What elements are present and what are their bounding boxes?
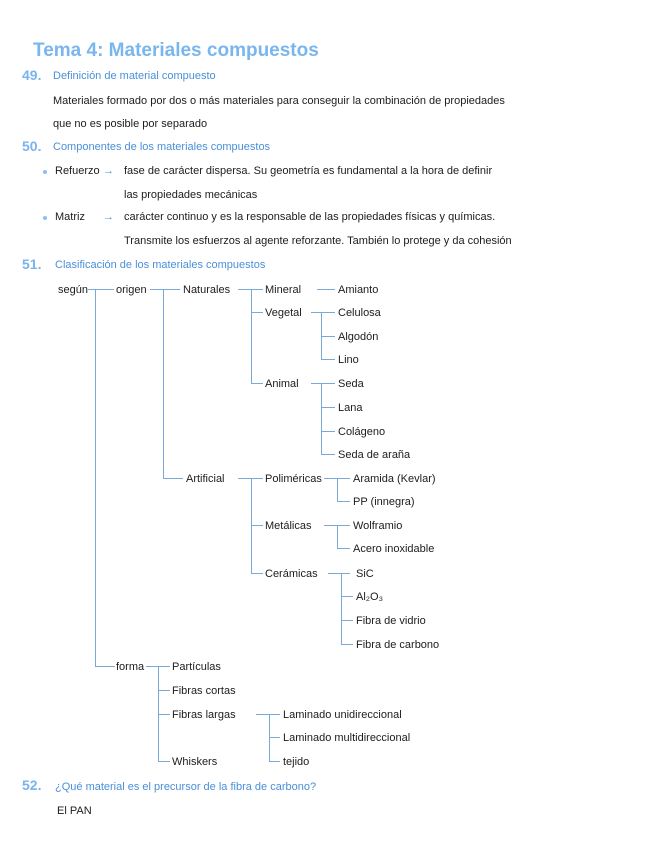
tree-node-forma: forma: [116, 661, 145, 673]
connector: [251, 573, 263, 574]
tree-leaf-laminado-uni: Laminado unidireccional: [283, 709, 402, 721]
definition-line-2: que no es posible por separado: [53, 118, 208, 130]
connector: [251, 383, 263, 384]
connector: [311, 312, 335, 313]
connector: [95, 666, 115, 667]
tree-leaf-wolframio: Wolframio: [353, 520, 403, 532]
connector: [163, 478, 183, 479]
connector: [158, 761, 170, 762]
tree-node-segun: según: [58, 284, 88, 296]
question-heading-49: Definición de material compuesto: [53, 70, 216, 82]
question-heading-52: ¿Qué material es el precursor de la fibra de carbono?: [55, 781, 317, 793]
connector: [150, 289, 180, 290]
tree-leaf-amianto: Amianto: [338, 284, 379, 296]
tree-node-mineral: Mineral: [265, 284, 302, 296]
tree-node-ceramicas: Cerámicas: [265, 568, 318, 580]
tree-leaf-celulosa: Celulosa: [338, 307, 381, 319]
connector: [317, 289, 335, 290]
tree-leaf-laminado-multi: Laminado multidireccional: [283, 732, 411, 744]
connector: [163, 289, 164, 478]
matriz-line-2: Transmite los esfuerzos al agente reforzante. También lo protege y da cohesión: [124, 235, 512, 247]
definition-line-1: Materiales formado por dos o más materiales para conseguir la combinación de propiedades: [53, 95, 505, 107]
tree-node-fibras-largas: Fibras largas: [172, 709, 236, 721]
tree-leaf-fibra-carbono: Fibra de carbono: [356, 639, 440, 651]
tree-leaf-seda-arana: Seda de araña: [338, 449, 411, 461]
tree-leaf-acero: Acero inoxidable: [353, 543, 435, 555]
tree-node-polimericas: Poliméricas: [265, 473, 322, 485]
tree-leaf-seda: Seda: [338, 378, 364, 390]
tree-node-origen: origen: [116, 284, 147, 296]
connector: [321, 407, 335, 408]
connector: [158, 690, 170, 691]
tree-leaf-colageno: Colágeno: [338, 426, 386, 438]
question-number-50: 50.: [22, 138, 42, 154]
tree-leaf-whiskers: Whiskers: [172, 756, 218, 768]
arrow-icon: →: [103, 211, 114, 223]
connector: [321, 336, 335, 337]
tree-leaf-sic: SiC: [356, 568, 374, 580]
tree-leaf-fibra-vidrio: Fibra de vidrio: [356, 615, 426, 627]
connector: [337, 501, 350, 502]
connector: [251, 289, 252, 383]
tree-leaf-aramida: Aramida (Kevlar): [353, 473, 436, 485]
connector: [337, 478, 338, 501]
question-heading-51: Clasificación de los materiales compuestos: [55, 259, 266, 271]
refuerzo-line-1: fase de carácter dispersa. Su geometría es fundamental a la hora de definir: [124, 165, 493, 177]
connector: [328, 573, 350, 574]
connector: [321, 431, 335, 432]
connector: [251, 525, 263, 526]
tree-leaf-al2o3: Al₂O₃: [356, 591, 384, 603]
tree-leaf-fibras-cortas: Fibras cortas: [172, 685, 236, 697]
connector: [256, 714, 280, 715]
bullet-matriz: [43, 216, 47, 220]
refuerzo-line-2: las propiedades mecánicas: [124, 189, 258, 201]
question-number-49: 49.: [22, 67, 42, 83]
answer-52: El PAN: [57, 805, 92, 817]
tree-leaf-particulas: Partículas: [172, 661, 221, 673]
connector: [158, 714, 170, 715]
matriz-label: Matriz: [55, 211, 85, 223]
matriz-line-1: carácter continuo y es la responsable de las propiedades físicas y químicas.: [124, 211, 496, 223]
page-title: Tema 4: Materiales compuestos: [33, 40, 319, 61]
tree-node-naturales: Naturales: [183, 284, 231, 296]
connector: [341, 620, 353, 621]
connector: [341, 644, 353, 645]
arrow-icon: →: [103, 165, 114, 177]
connector: [269, 761, 280, 762]
tree-leaf-lana: Lana: [338, 402, 363, 414]
connector: [337, 548, 350, 549]
connector: [341, 573, 342, 644]
tree-node-artificial: Artificial: [186, 473, 225, 485]
tree-leaf-lino: Lino: [338, 354, 359, 366]
question-number-51: 51.: [22, 256, 42, 272]
connector: [321, 454, 335, 455]
connector: [88, 289, 114, 290]
tree-leaf-algodon: Algodón: [338, 331, 379, 343]
tree-node-vegetal: Vegetal: [265, 307, 302, 319]
connector: [321, 383, 322, 454]
tree-leaf-tejido: tejido: [283, 756, 310, 768]
connector: [269, 737, 280, 738]
connector: [311, 383, 335, 384]
connector: [321, 359, 335, 360]
connector: [95, 289, 96, 666]
tree-leaf-pp: PP (innegra): [353, 496, 415, 508]
tree-node-metalicas: Metálicas: [265, 520, 312, 532]
bullet-refuerzo: [43, 170, 47, 174]
connector: [337, 525, 338, 548]
question-number-52: 52.: [22, 777, 42, 793]
refuerzo-label: Refuerzo: [55, 165, 100, 177]
tree-node-animal: Animal: [265, 378, 299, 390]
connector: [341, 596, 353, 597]
question-heading-50: Componentes de los materiales compuestos: [53, 141, 271, 153]
connector: [251, 312, 263, 313]
